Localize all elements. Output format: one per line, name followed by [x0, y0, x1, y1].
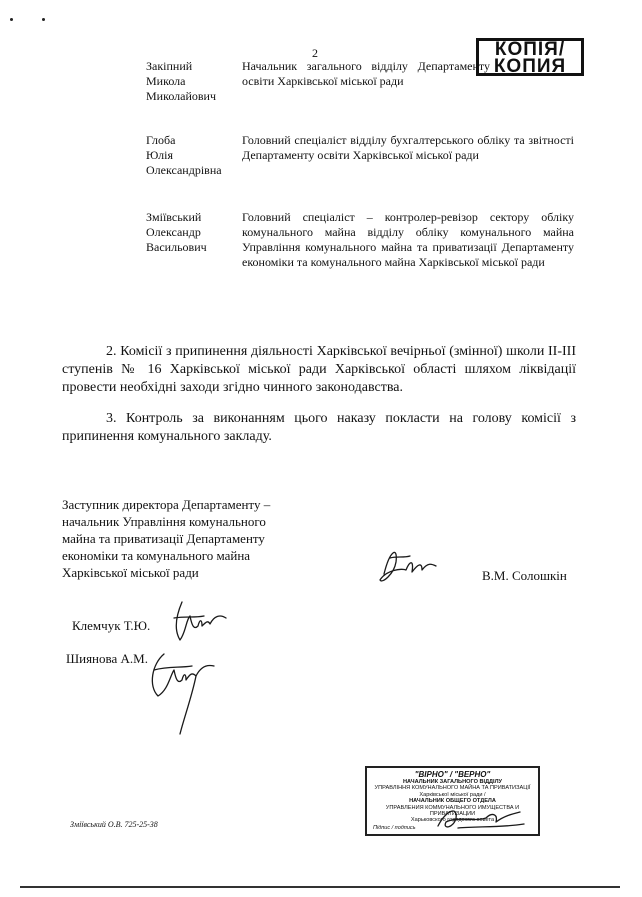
scan-mark: [10, 18, 13, 21]
approver-signature: [144, 640, 224, 740]
executor-contact: Зміївський О.В. 725-25-38: [70, 820, 158, 829]
approver-name: Клемчук Т.Ю.: [72, 618, 151, 633]
certified-stamp: "ВІРНО" / "ВЕРНО" НАЧАЛЬНИК ЗАГАЛЬНОГО ВІДДІЛУ УПРАВЛІННЯ КОМУНАЛЬНОГО МАЙНА ТА ПРИВАТИЗАЦІЇ Харківської міської ради / НАЧАЛЬНИК ОБЩЕГО ОТДЕЛА УПРАВЛЕНИЯ КОММУНАЛЬНОГО ИМУЩЕСТВА И ПРИВАТИЗАЦИИ Харьковского городского совета Підпис / подпись: [365, 766, 540, 836]
member-name: Закіпний Микола Миколайович: [146, 59, 217, 103]
scan-bottom-edge: [20, 886, 620, 888]
approver-name: Шиянова А.М.: [66, 651, 148, 666]
member-name: Глоба Юлія Олександрівна: [146, 133, 222, 177]
copy-stamp: [476, 38, 584, 76]
signatory-title: Заступник директора Департаменту – начальник Управління комунального майна та приватизації Департаменту економіки та комунального майна Харківської міської ради: [62, 497, 271, 580]
paragraph-item-3: 3. Контроль за виконанням цього наказу покласти на голову комісії з припинення комунального закладу.: [62, 411, 576, 444]
member-role: Головний спеціаліст відділу бухгалтерського обліку та звітності Департаменту освіти Харківської міської ради: [242, 133, 574, 162]
signatory-name: В.М. Солошкін: [482, 568, 567, 583]
stamp-signature: [428, 800, 538, 834]
approver-signature: [168, 596, 238, 646]
certified-stamp-footer: Підпис / подпись: [373, 824, 416, 831]
member-role: Головний спеціаліст – контролер-ревізор сектору обліку комунального майна відділу обліку комунального майна Управління комунального майна та приватизації Департаменту економіки та комунального майна Харківської міської ради: [242, 210, 574, 269]
copy-stamp-line2: КОПИЯ: [493, 56, 567, 77]
page-number: 2: [312, 46, 318, 60]
paragraph-item-2: 2. Комісії з припинення діяльності Харківської вечірньої (змінної) школи ІІ-ІІІ ступенів № 16 Харківської міської ради Харківської області шляхом ліквідації провести необхідні заходи згідно чинного законодавства.: [62, 344, 576, 395]
scan-mark: [42, 18, 45, 21]
copy-stamp-line1: КОПІЯ/: [494, 39, 566, 60]
certified-stamp-title: "ВІРНО" / "ВЕРНО": [414, 770, 491, 779]
member-role: Начальник загального відділу Департаменту освіти Харківської міської ради: [242, 59, 490, 88]
director-signature: [376, 540, 446, 590]
member-name: Зміївський Олександр Васильович: [146, 210, 207, 254]
